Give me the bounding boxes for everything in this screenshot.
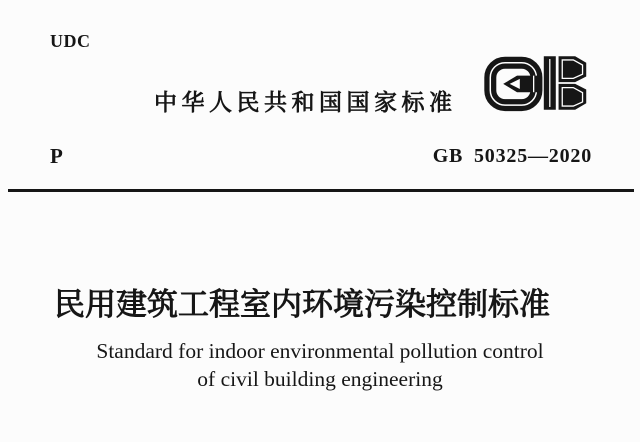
gb-logo (482, 53, 589, 113)
standard-number: GB 50325—2020 (432, 145, 592, 167)
standard-title-en (0, 337, 640, 393)
standard-title-en-line2: of civil building engineering (197, 367, 443, 391)
horizontal-rule (8, 189, 634, 192)
udc-label: UDC (50, 31, 91, 51)
national-standard-heading: 中华人民共和国国家标准 (154, 89, 457, 115)
gb-logo-graphic (482, 53, 589, 113)
standard-title-cn: 民用建筑工程室内环境污染控制标准 (54, 287, 550, 322)
standard-title-en-line1: Standard for indoor environmental pollution control (96, 339, 544, 363)
classification-code: P (50, 144, 63, 168)
